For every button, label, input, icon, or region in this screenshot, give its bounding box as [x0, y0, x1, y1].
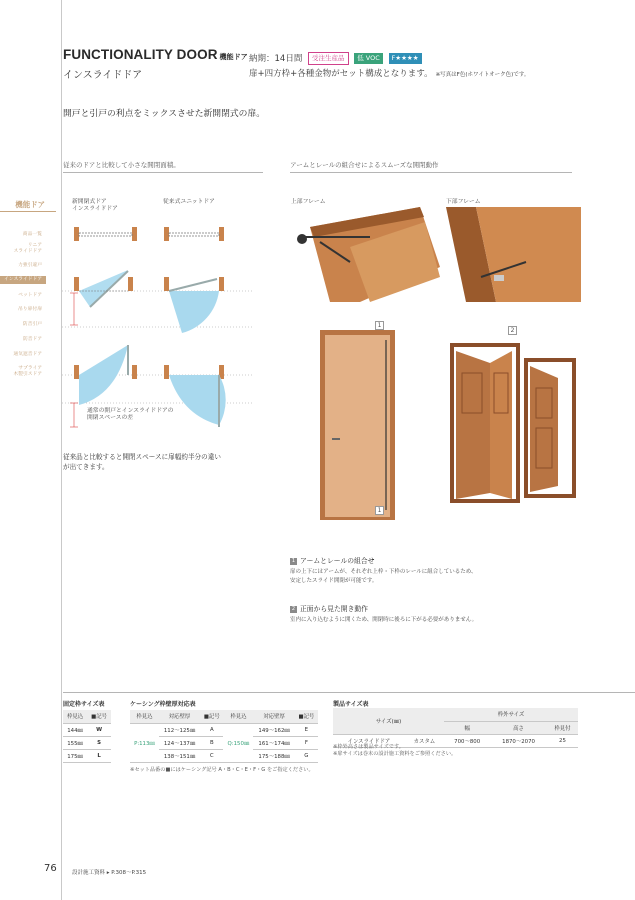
casing-table: 枠見込 対応壁厚 ■記号 枠見込 対応壁厚 ■記号 P:113㎜ 112〜125㎜ A Q:150㎜ 149〜162㎜ E 124〜137㎜ B 161〜174㎜ F 138〜151㎜ C 175〜188㎜ G — [130, 710, 318, 763]
right-section-title: アームとレールの組合せによるスムーズな開閉動作 — [290, 161, 439, 169]
f4star-badge: F★★★★ — [389, 53, 422, 64]
low-voc-badge: 低 VOC — [354, 53, 383, 64]
legend-desc-2: 室内に入り込むように開くため、開閉時に後ろに下がる必要がありません。 — [290, 617, 478, 623]
product-name: インスライドドア — [63, 70, 143, 81]
sidebar-item-soundproof-door[interactable]: 防音ドア — [22, 337, 42, 342]
sidebar-item-vent-soundproof[interactable]: 通気遮音ドア — [13, 352, 42, 357]
bottom-frame-photo — [446, 207, 581, 302]
top-frame-photo — [290, 207, 440, 302]
delivery-period: 納期：14日間 — [249, 54, 303, 64]
left-section-rule — [63, 172, 263, 173]
callout-1-top: 1 — [375, 321, 384, 330]
label-top-frame: 上部フレーム — [291, 199, 326, 205]
design-reference-link[interactable]: 設計施工資料 ▸ P.308〜P.315 — [72, 870, 147, 876]
page-number-rule — [61, 860, 62, 882]
closed-inslide-plan — [74, 227, 137, 241]
sidebar-item-inslide-door[interactable]: インスライドドア — [0, 276, 46, 284]
sidebar-item-product-list[interactable]: 商品一覧 — [22, 232, 42, 237]
page-number: 76 — [44, 863, 57, 874]
closed-conventional-plan — [164, 227, 224, 241]
product-size-table: サイズ(㎜) 枠外サイズ 幅 高さ 枠見付 インスライドドア カスタム 700〜800 1870〜2070 25 — [333, 708, 578, 748]
callout-1-bottom: 1 — [375, 506, 384, 515]
casing-table-title: ケーシング枠壁厚対応表 — [130, 701, 196, 708]
fixed-frame-table-title: 固定枠サイズ表 — [63, 701, 105, 708]
fixed-frame-table: 枠見込 ■記号 144㎜ W 155㎜ S 175㎜ L — [63, 710, 111, 763]
conventional-swing-plan — [164, 277, 224, 333]
inslide-open-plan — [74, 345, 137, 405]
sidebar-item-soundproof-sliding[interactable]: 防音引戸 — [22, 322, 42, 327]
door-open-photo — [524, 358, 576, 498]
left-section-title: 従来のドアと比較して小さな開閉面積。 — [63, 161, 180, 169]
opening-space-diagram — [62, 215, 252, 440]
margin-guide-line — [61, 0, 62, 900]
lead-delivery — [249, 52, 422, 65]
left-body-text: 従来品と比較すると開閉スペースに扉幅約半分の違い が出てきます。 — [63, 453, 221, 471]
photo-note: ※写真はF色(ホワイトオーク色)です。 — [435, 72, 530, 78]
space-difference-caption: 通常の開戸とインスライドドアの 開閉スペースの差 — [87, 408, 174, 421]
product-size-table-title: 製品サイズ表 — [333, 701, 369, 708]
sidebar-item-linear-slide[interactable]: リニア スライドドア — [13, 243, 42, 254]
dimension-marker-2 — [70, 403, 78, 427]
label-conventional-door: 従来式ユニットドア — [163, 199, 215, 205]
callout-2: 2 — [508, 326, 517, 335]
door-closed-photo — [320, 330, 395, 520]
sidebar-heading-rule — [0, 211, 56, 212]
sidebar-item-supplier-wood[interactable]: サプライア 木製引スドア — [13, 366, 42, 377]
lead-set-composition: 扉+四方枠+各種金物がセット構成となります。 ※写真はF色(ホワイトオーク色)です。 — [249, 69, 530, 79]
sidebar-item-pet-door[interactable]: ペットドア — [18, 293, 42, 298]
legend-item-1: 1 アームとレールの組合せ — [291, 557, 375, 565]
section-heading: 開戸と引戸の利点をミックスさせた新開閉式の扉。 — [63, 109, 266, 119]
right-section-rule — [290, 172, 572, 173]
made-to-order-badge: 受注生産品 — [308, 52, 349, 65]
legend-item-2: 2 正面から見た開き動作 — [291, 605, 368, 613]
label-bottom-frame: 下部フレーム — [446, 199, 481, 205]
inslide-swing-plan — [74, 270, 133, 307]
door-opening-photo — [450, 343, 520, 503]
dimension-marker-1 — [70, 293, 78, 325]
label-new-door: 新開閉式ドア インスライドドア — [72, 199, 118, 212]
sidebar-heading: 機能ドア — [15, 200, 45, 209]
casing-table-note: ※セット品番の■にはケーシング記号 A・B・C・E・F・G をご指定ください。 — [130, 767, 314, 773]
page-title: FUNCTIONALITY DOOR 機能ドア — [63, 47, 248, 62]
sidebar-item-hanging-door[interactable]: 吊り扉付扉 — [18, 307, 42, 312]
sidebar-item-strong-sliding[interactable]: 力強引違戸 — [18, 263, 42, 268]
product-size-note: ※枠外高さは製品サイズです。 ※扉サイズは巻末の設計施工資料をご参照ください。 — [333, 744, 457, 757]
legend-desc-1: 扉の上下にはアームが、それぞれ上枠・下枠のレールに組合しているため、 安定したスライド開閉が可能です。 — [290, 569, 477, 584]
tables-divider — [63, 692, 635, 693]
